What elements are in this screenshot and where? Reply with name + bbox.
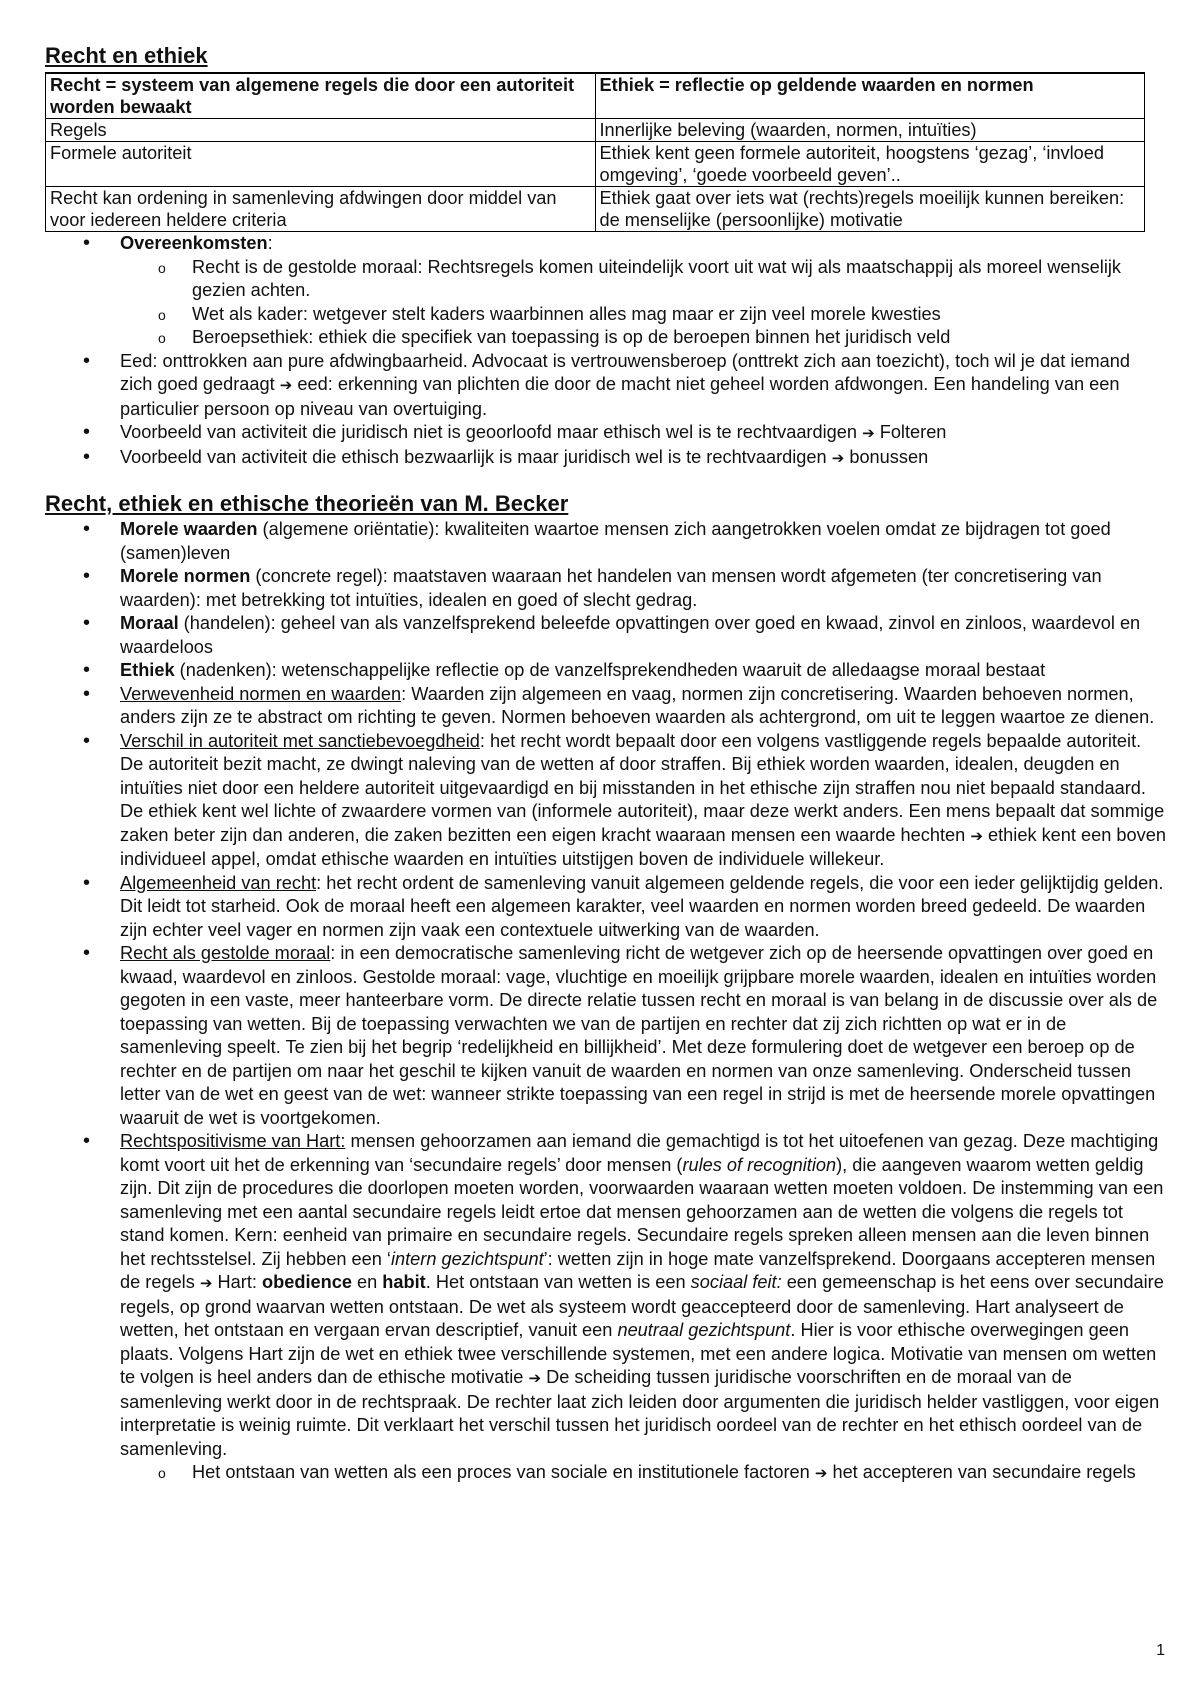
comparison-table (45, 72, 1145, 232)
bullet-term: Algemeenheid van recht (120, 872, 317, 893)
bullet-term: Verschil in autoriteit met sanctiebevoegdheid (120, 730, 480, 751)
section-title-recht-en-ethiek: Recht en ethiek (45, 43, 208, 68)
sub-list (120, 256, 1167, 350)
sub-list-item: o Wet als kader: wetgever stelt kaders waarbinnen alles mag maar er zijn veel morele kwesties (192, 303, 1167, 327)
table-row (46, 187, 1145, 232)
arrow-icon: ➔ (814, 1464, 828, 1482)
bullet-term: Moraal (120, 613, 179, 633)
table-header-row (46, 73, 1145, 119)
table-cell: Recht kan ordening in samenleving afdwingen door middel van voor iedereen heldere criteria (46, 187, 596, 232)
list-item: • Voorbeeld van activiteit die juridisch niet is geoorloofd maar ethisch wel is te rechtvaardigen ➔ Folteren (120, 421, 1167, 446)
table-row (46, 142, 1145, 187)
bullet-term: Morele waarden (120, 519, 258, 539)
list-item: • Overeenkomsten: o Recht is de gestolde moraal: Rechtsregels komen uiteindelijk voort uit wat wij als maatschappij als moreel wenselijk gezien achten. o Wet als kader: wetgever stelt kaders waarbinnen alles mag maar er zijn veel morele kwesties o Beroepsethiek: ethiek die specifiek van toepassing is op de beroepen binnen het juridisch veld (120, 232, 1167, 350)
bullet-term: Overeenkomsten (120, 233, 268, 253)
bullet-term: Recht als gestolde moraal (120, 943, 331, 963)
list-item: • Algemeenheid van recht: het recht ordent de samenleving vanuit algemeen geldende regels, die voor een ieder gelijktijdig gelden. Dit leidt tot starheid. Ook de moraal heeft een algemeen karakter, veel waarden en normen worden breed gedeeld. De waarden zijn echter veel vager en normen zijn vaak een contextuele uitwerking van de waarden. (120, 872, 1167, 943)
table-cell: Ethiek gaat over iets wat (rechts)regels moeilijk kunnen bereiken: de menselijke (persoonlijke) motivatie (595, 187, 1145, 232)
section-title-becker: Recht, ethiek en ethische theorieën van M. Becker (45, 491, 569, 516)
list-item: • Rechtspositivisme van Hart: mensen gehoorzamen aan iemand die gemachtigd is tot het uitoefenen van gezag. Deze machtiging komt voort uit het de erkenning van ‘secundaire regels’ door mensen (rules of recognition), die aangeven waarom wetten geldig zijn. Dit zijn de procedures die doorlopen moeten worden, voorwaarden waaraan wetten moeten voldoen. De instemming van een samenleving met een aantal secundaire regels leidt ertoe dat mensen gehoorzamen aan de wetten die volgens die regels tot stand komen. Kern: eenheid van primaire en secundaire regels. Secundaire regels spreken alleen mensen aan die leven binnen het rechtsstelsel. Zij hebben een ‘intern gezichtspunt’: wetten zijn in hoge mate vanzelfsprekend. Doorgaans accepteren mensen de regels ➔ Hart: obedience en habit. Het ontstaan van wetten is een sociaal feit: een gemeenschap is het eens over secundaire regels, op grond waarvan wetten ontstaan. De wet als systeem wordt geaccepteerd door de samenleving. Hart analyseert de wetten, het ontstaan en vergaan ervan descriptief, vanuit een neutraal gezichtspunt. Hier is voor ethische overwegingen geen plaats. Volgens Hart zijn de wet en ethiek twee verschillende systemen, met een andere logica. Motivatie van mensen om wetten te volgen is heel anders dan de ethische motivatie ➔ De scheiding tussen juridische voorschriften en de moraal van de samenleving werkt door in de rechtspraak. De rechter laat zich leiden door argumenten die juridisch helder vastliggen, voor eigen interpretatie is weinig ruimte. Dit verklaart het verschil tussen het juridisch oordeel van de rechter en het ethisch oordeel van de samenleving. o Het ontstaan van wetten als een proces van sociale en institutionele factoren ➔ het accepteren van secundaire regels (120, 1130, 1167, 1486)
bullet-term: Verwevenheid normen en waarden (120, 683, 402, 704)
bullet-list-overeenkomsten (45, 232, 1167, 470)
bullet-term: Morele normen (120, 566, 251, 586)
arrow-icon: ➔ (199, 1274, 213, 1292)
list-item: • Morele waarden (algemene oriëntatie): kwaliteiten waartoe mensen zich aangetrokken voelen omdat ze bijdragen tot goed (samen)leven (120, 518, 1167, 565)
list-item: • Verschil in autoriteit met sanctiebevoegdheid: het recht wordt bepaalt door een volgens vastliggende regels bepaalde autoriteit. De autoriteit bezit macht, ze dwingt naleving van de wetten af door straffen. Bij ethiek worden waarden, idealen, deugden en intuïties niet door een heldere autoriteit uitgevaardigd en bij misstanden in het ethische zijn straffen nou niet bepaald standaard. De ethiek kent wel lichte of zwaardere vormen van (informele autoriteit), maar deze werkt anders. Een mens bepaalt dat sommige zaken beter zijn dan anderen, die zaken bezitten een eigen kracht waaraan mensen een waarde hechten ➔ ethiek kent een boven individueel appel, omdat ethische waarden en intuïties uitstijgen boven de individuele willekeur. (120, 730, 1167, 872)
list-item: • Morele normen (concrete regel): maatstaven waaraan het handelen van mensen wordt afgemeten (ter concretisering van waarden): met betrekking tot intuïties, idealen en goed of slecht gedrag. (120, 565, 1167, 612)
bullet-list-becker (45, 518, 1167, 1486)
list-item: • Voorbeeld van activiteit die ethisch bezwaarlijk is maar juridisch wel is te rechtvaardigen ➔ bonussen (120, 446, 1167, 471)
list-item: • Ethiek (nadenken): wetenschappelijke reflectie op de vanzelfsprekendheden waaruit de alledaagse moraal bestaat (120, 659, 1167, 683)
arrow-icon: ➔ (970, 826, 983, 845)
sub-list (120, 1461, 1167, 1486)
arrow-icon: ➔ (831, 448, 845, 467)
sub-list-item: o Recht is de gestolde moraal: Rechtsregels komen uiteindelijk voort uit wat wij als maatschappij als moreel wenselijk gezien achten. (192, 256, 1167, 303)
document-page (45, 42, 1167, 1486)
table-cell: Ethiek kent geen formele autoriteit, hoogstens ‘gezag’, ‘invloed omgeving’, ‘goede voorbeeld geven’.. (595, 142, 1145, 187)
arrow-icon: ➔ (528, 1369, 542, 1387)
sub-list-item: o Het ontstaan van wetten als een proces van sociale en institutionele factoren ➔ het accepteren van secundaire regels (192, 1461, 1167, 1486)
arrow-icon: ➔ (279, 376, 293, 394)
list-item: • Moraal (handelen): geheel van als vanzelfsprekend beleefde opvattingen over goed en kwaad, zinvol en zinloos, waardevol en waardeloos (120, 612, 1167, 659)
table-header-ethiek: Ethiek = reflectie op geldende waarden en normen (595, 73, 1145, 119)
table-cell: Formele autoriteit (46, 142, 596, 187)
bullet-term: Rechtspositivisme van Hart: (120, 1131, 346, 1151)
list-item: • Recht als gestolde moraal: in een democratische samenleving richt de wetgever zich op de heersende opvattingen over goed en kwaad, waardevol en zinloos. Gestolde moraal: vage, vluchtige en moeilijk grijpbare morele waarden, idealen en intuïties worden gegoten in een vaste, meer hanteerbare vorm. De directe relatie tussen recht en moraal is van belang in de discussie over als de toepassing van wetten. Bij de toepassing verwachten we van de partijen en rechter dat zij zich richtten op wat er in de samenleving speelt. Te zien bij het begrip ‘redelijkheid en billijkheid’. Met deze formulering doet de wetgever een beroep op de rechter en de partijen om naar het geschil te kijken vanuit de waarden en normen van onze samenleving. Onderscheid tussen letter van de wet en geest van de wet: wanneer strikte toepassing van een regel in strijd is met de heersende morele opvattingen waaruit de wet is voortgekomen. (120, 942, 1167, 1130)
sub-list-item: o Beroepsethiek: ethiek die specifiek van toepassing is op de beroepen binnen het juridisch veld (192, 326, 1167, 350)
list-item: • Verwevenheid normen en waarden: Waarden zijn algemeen en vaag, normen zijn concretisering. Waarden behoeven normen, anders zijn ze te abstract om richting te geven. Normen behoeven waarden als achtergrond, om uit te leggen waartoe ze dienen. (120, 683, 1167, 730)
list-item: • Eed: onttrokken aan pure afdwingbaarheid. Advocaat is vertrouwensberoep (onttrekt zich aan toezicht), toch wil je dat iemand zich goed gedraagt ➔ eed: erkenning van plichten die door de macht niet geheel worden afdwongen. Een handeling van een particulier persoon op niveau van overtuiging. (120, 350, 1167, 422)
arrow-icon: ➔ (862, 424, 875, 442)
table-row (46, 119, 1145, 142)
table-cell: Regels (46, 119, 596, 142)
table-header-recht: Recht = systeem van algemene regels die door een autoriteit worden bewaakt (46, 73, 596, 119)
bullet-term: Ethiek (120, 660, 175, 680)
page-number: 1 (1156, 1642, 1165, 1659)
table-cell: Innerlijke beleving (waarden, normen, intuïties) (595, 119, 1145, 142)
